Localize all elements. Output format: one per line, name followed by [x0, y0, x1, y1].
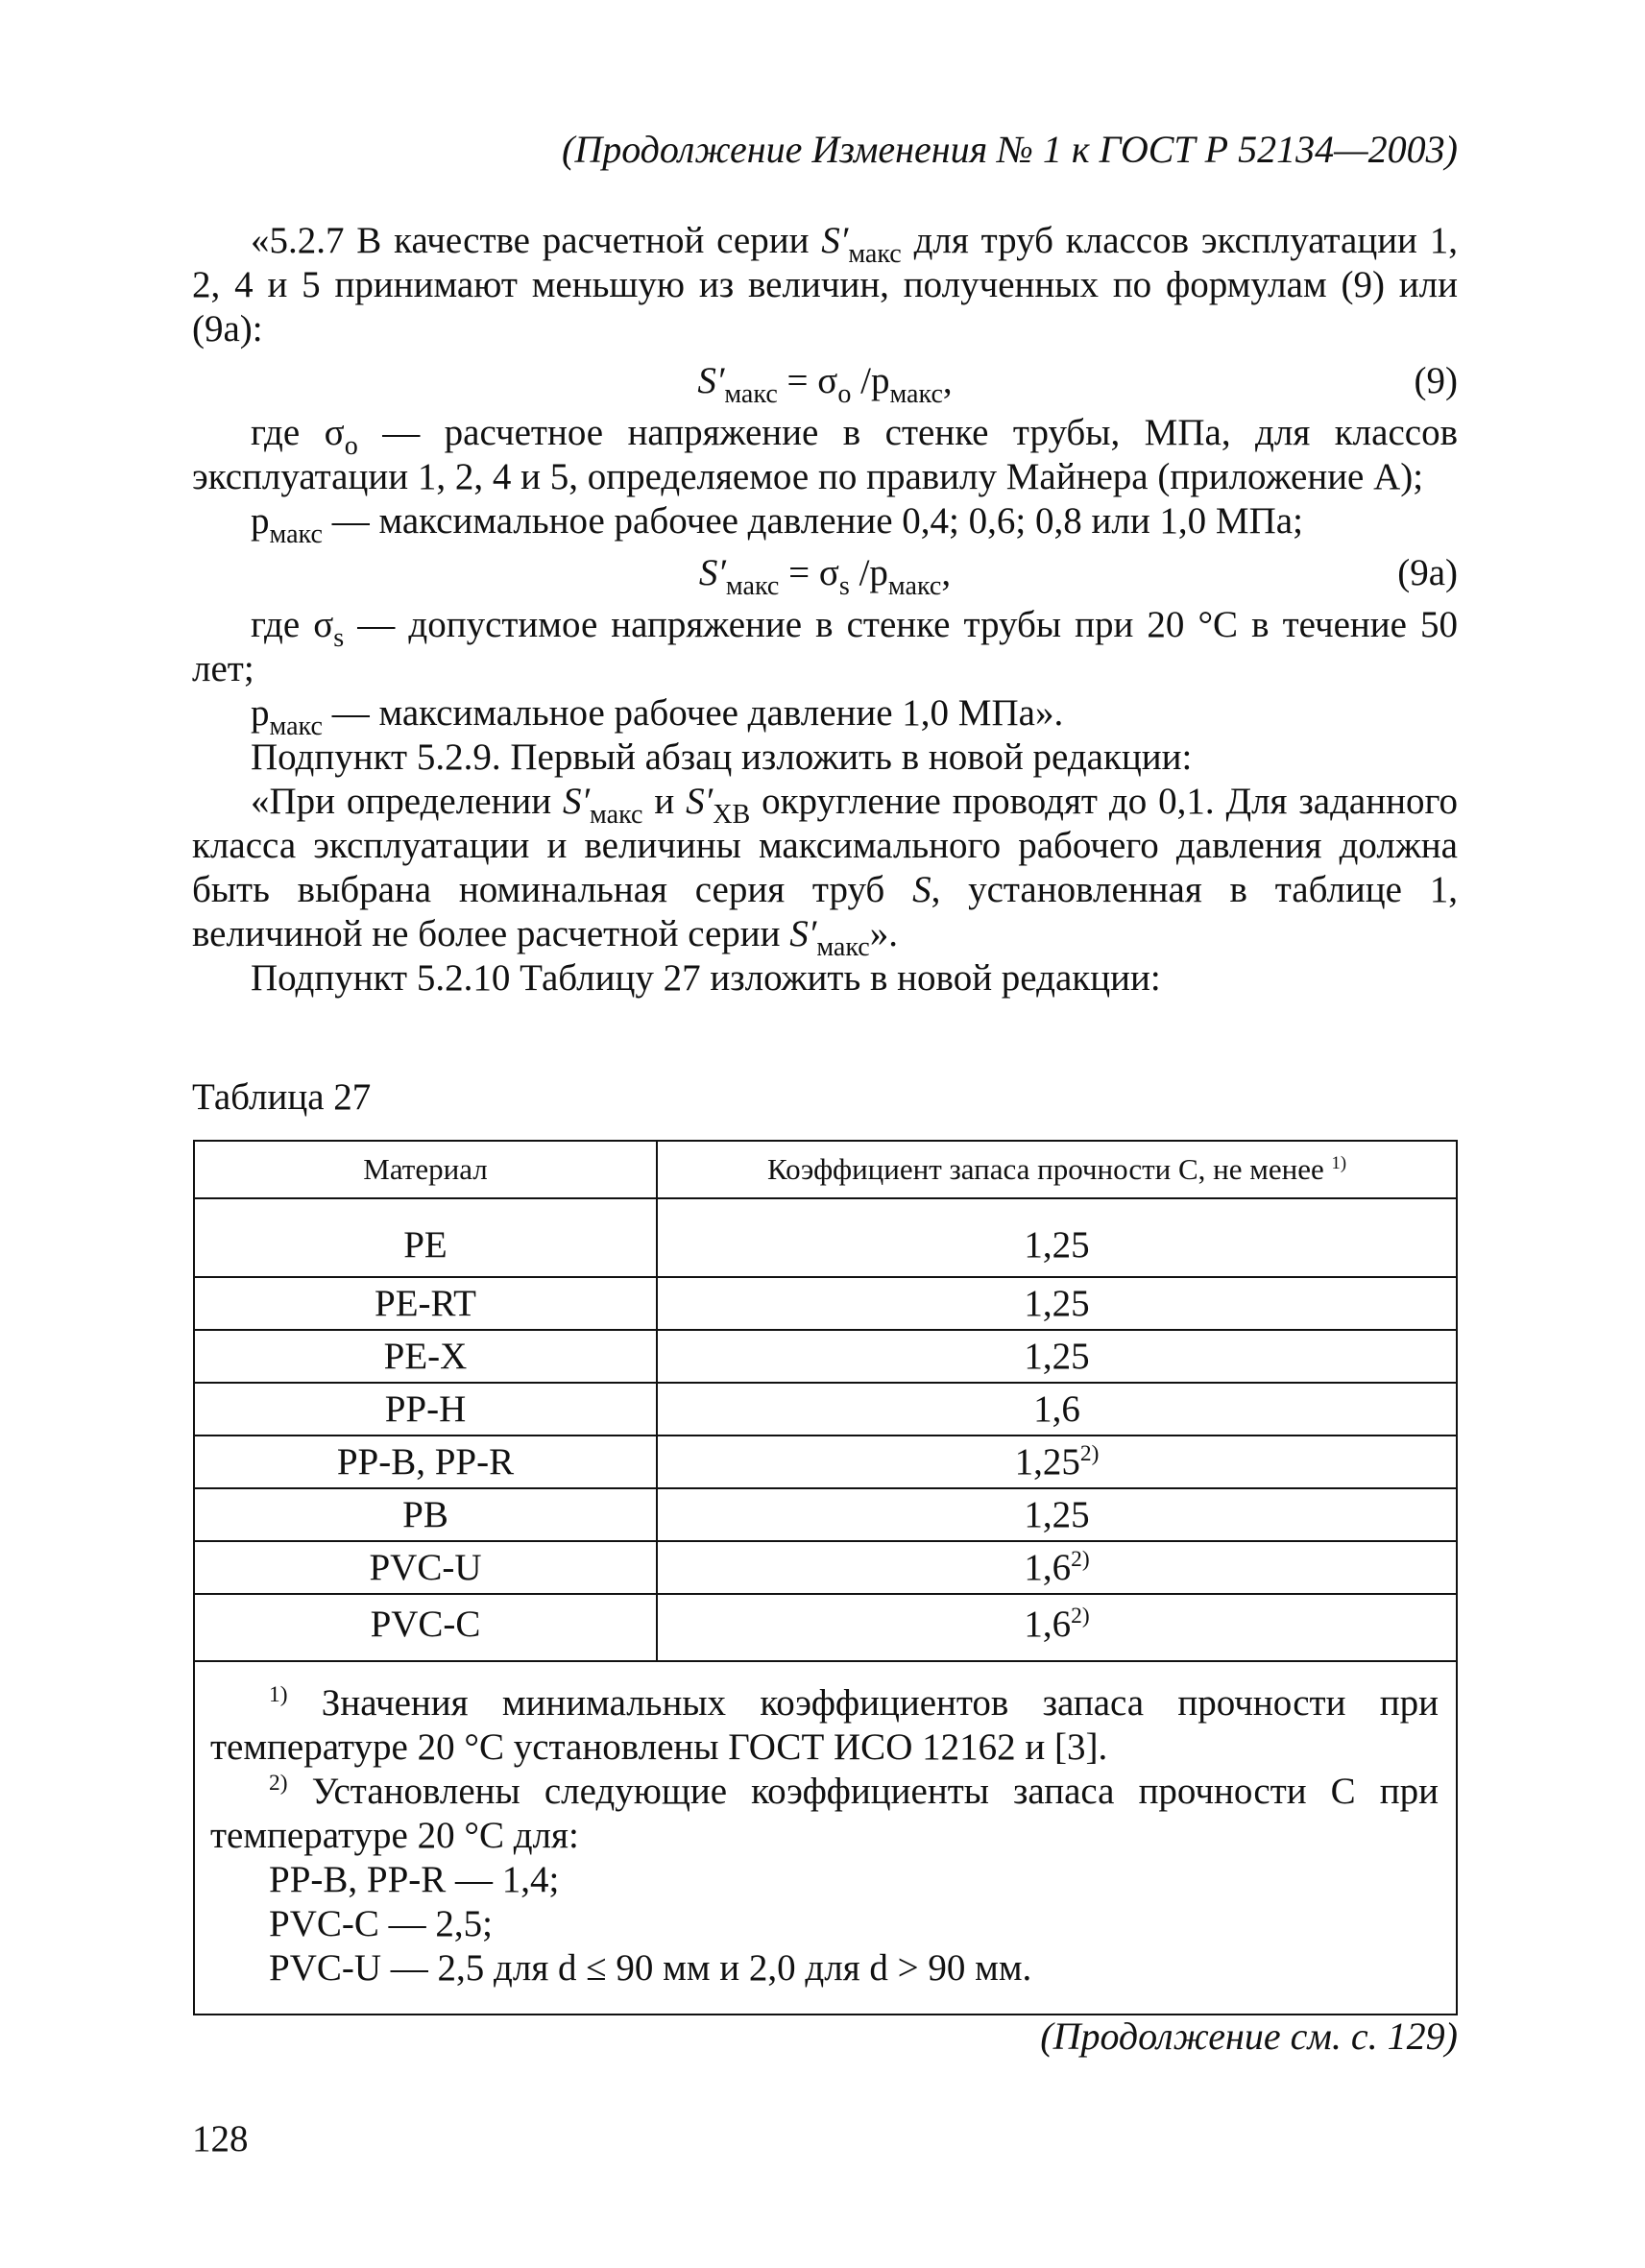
- table-row: [194, 1198, 1457, 1277]
- table-header-row: [194, 1141, 1457, 1198]
- table-row: [194, 1541, 1457, 1594]
- material-cell: PB: [194, 1488, 657, 1541]
- coefficient-cell: 1,6: [657, 1383, 1457, 1436]
- table-row: [194, 1594, 1457, 1661]
- page-number: 128: [192, 2118, 249, 2159]
- material-cell: PE: [194, 1198, 657, 1277]
- definition-p-max: $p_{макс}$ — максимальное рабочее давление 0,4; 0,6; 0,8 или 1,0 МПа;: [251, 500, 1303, 549]
- footnote-mark: 1): [1331, 1152, 1347, 1173]
- material-cell: PVC-U: [194, 1541, 657, 1594]
- footnote-1: $^{1)}$ Значения минимальных коэффициентов запаса прочности при температуре 20 °С установлены ГОСТ ИСО 12162 и [3].: [210, 1681, 1439, 1768]
- footnote-2: $^{2)}$ Установлены следующие коэффициенты запаса прочности С при температуре 20 °С для:: [210, 1770, 1439, 1856]
- material-cell: PE-X: [194, 1330, 657, 1383]
- subpoint-5-2-9: Подпункт 5.2.9. Первый абзац изложить в новой редакции:: [251, 736, 1193, 778]
- table-row: [194, 1277, 1457, 1330]
- coefficient-cell: 1,25: [657, 1277, 1457, 1330]
- formula-number: (9а): [1397, 552, 1458, 593]
- definition-sigma-s: где $\sigma_s$ — допустимое напряжение в стенке трубы при 20 °С в течение 50 лет;: [192, 604, 1458, 689]
- paragraph-5-2-9: «При определении $S'_{макс}$ и $S'_{ХВ}$ округление проводят до 0,1. Для заданного класса эксплуатации и величины максимального рабочего давления должна быть выбрана номинальная серия труб S, установленная в таблице 1, величиной не более расчетной серии $S'_{макс}$».: [192, 781, 1458, 962]
- table-title: Таблица 27: [192, 1076, 372, 1118]
- formula-9: $S'_{макс} = \sigma_о$ $/p_{макс}$, (9): [697, 360, 1458, 409]
- paragraph-5-2-7: «5.2.7 В качестве расчетной серии $S'_{макс}$ для труб классов эксплуатации 1, 2, 4 и 5 принимают меньшую из величин, полученных по формулам (9) или (9а):: [192, 220, 1458, 350]
- continuation-footer: (Продолжение см. с. 129): [1040, 2015, 1458, 2058]
- footnote-2-item: PVC-C — 2,5;: [269, 1903, 493, 1944]
- material-cell: PVC-C: [194, 1594, 657, 1661]
- material-cell: PP-H: [194, 1383, 657, 1436]
- table-27: [193, 1140, 1458, 2015]
- column-header-coefficient: Коэффициент запаса прочности С, не менее $^{1)}$: [657, 1141, 1457, 1198]
- footnote-2-item: PP-B, PP-R — 1,4;: [269, 1859, 560, 1900]
- table-row: [194, 1383, 1457, 1436]
- table-notes-row: [194, 1661, 1457, 2015]
- footnote-2-item: PVC-U — 2,5 для d ≤ 90 мм и 2,0 для d > 90 мм.: [269, 1947, 1032, 1989]
- coefficient-cell: 1,6$^{2)}$: [657, 1594, 1457, 1661]
- series-symbol: S′: [821, 220, 849, 261]
- table-row: [194, 1330, 1457, 1383]
- coefficient-cell: 1,25: [657, 1330, 1457, 1383]
- definition-p-max: $p_{макс}$ — максимальное рабочее давление 1,0 МПа».: [251, 692, 1064, 741]
- table-row: [194, 1436, 1457, 1488]
- definition-sigma-o: где $\sigma_о$ — расчетное напряжение в стенке трубы, МПа, для классов эксплуатации 1, 2, 4 и 5, определяемое по правилу Майнера (приложение А);: [192, 412, 1458, 497]
- table-notes: [194, 1661, 1457, 2015]
- coefficient-cell: 1,25$^{2)}$: [657, 1436, 1457, 1488]
- continuation-header: (Продолжение Изменения № 1 к ГОСТ Р 52134—2003): [562, 128, 1458, 171]
- material-cell: PE-RT: [194, 1277, 657, 1330]
- material-cell: PP-B, PP-R: [194, 1436, 657, 1488]
- formula-9a: $S'_{макс} = \sigma_s$ $/p_{макс}$, (9а): [698, 552, 1458, 601]
- coefficient-cell: 1,6$^{2)}$: [657, 1541, 1457, 1594]
- table-row: [194, 1488, 1457, 1541]
- coefficient-cell: 1,25: [657, 1198, 1457, 1277]
- formula-number: (9): [1414, 360, 1458, 401]
- body-text: [192, 219, 1458, 1001]
- coefficient-cell: 1,25: [657, 1488, 1457, 1541]
- subpoint-5-2-10: Подпункт 5.2.10 Таблицу 27 изложить в новой редакции:: [251, 957, 1161, 999]
- column-header-material: Материал: [194, 1141, 657, 1198]
